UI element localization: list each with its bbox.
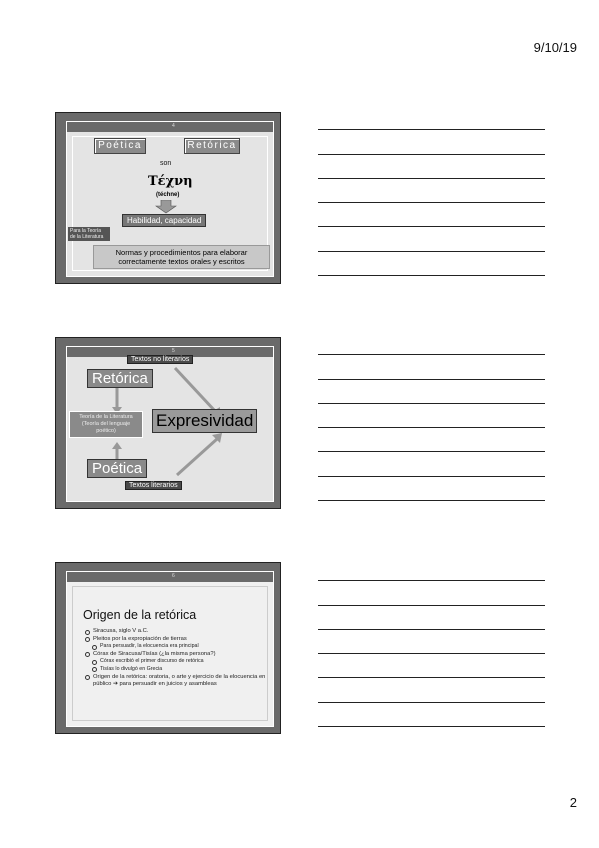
side-note-line-1: Para la Teoría: [70, 228, 102, 234]
note-line: [318, 252, 545, 276]
list-item-text: Siracusa, siglo V a.C.: [93, 628, 149, 634]
note-line: [318, 630, 545, 654]
bullet-icon: [85, 652, 90, 657]
note-line: [318, 130, 545, 154]
slide-thumbnail-3: [55, 562, 281, 734]
normas-box: [93, 245, 270, 269]
bullet-icon: [85, 637, 90, 642]
note-line: [318, 331, 545, 355]
slide-3-number: 6: [172, 573, 175, 579]
techne-transliteration: (téchne): [156, 192, 180, 198]
slide-1-content: [66, 121, 274, 277]
note-line: [318, 557, 545, 581]
list-item-text: Córax de Siracusa/Tisías (¿la misma persona?): [93, 650, 216, 657]
side-note: [68, 227, 110, 241]
teoria-line-3: poético): [96, 428, 116, 434]
slide-2-content: [66, 346, 274, 502]
list-item-text: Córax escribió el primer discurso de retórica: [100, 658, 204, 665]
list-item-text: Tisías lo divulgó en Grecia: [100, 665, 163, 672]
teoria-literatura-box: [69, 411, 143, 438]
slide-3-content: [66, 571, 274, 727]
note-line: [318, 106, 545, 130]
note-line: [318, 227, 545, 251]
list-item-text: Pleitos por la expropiación de tierras: [93, 635, 187, 642]
normas-line-1: Normas y procedimientos para elaborar: [115, 248, 248, 257]
list-item: [85, 651, 274, 659]
note-line: [318, 703, 545, 727]
list-item-text: Origen de la retórica: oratoria, o arte y ejercicio de la elocuencia en público ➔ para persuadir en juicios y asambleas: [93, 673, 266, 688]
list-item-text: Para persuadir, la elocuencia era principal: [100, 643, 199, 650]
notes-lines-1: [318, 106, 545, 276]
bullet-icon: [92, 667, 97, 672]
textos-literarios-box: Textos literarios: [125, 481, 182, 490]
note-line: [318, 380, 545, 404]
retorica-box: Retórica: [184, 138, 240, 154]
bullet-icon: [92, 660, 97, 665]
bullet-icon: [85, 630, 90, 635]
notes-lines-2: [318, 331, 545, 501]
list-item: [85, 643, 274, 651]
textos-no-literarios-box: Textos no literarios: [127, 355, 193, 364]
note-line: [318, 606, 545, 630]
side-note-line-2: de la Literatura: [70, 234, 104, 240]
note-line: [318, 203, 545, 227]
note-line: [318, 404, 545, 428]
slide-1-topband: [67, 122, 273, 132]
greek-techne: Τέχνη: [148, 174, 193, 189]
down-arrow-icon: [155, 200, 177, 214]
bullet-icon: [85, 675, 90, 680]
retorica-box: Retórica: [87, 369, 153, 388]
slide-3-topband: [67, 572, 273, 582]
list-item: [85, 674, 274, 689]
slide-3-bullets: [85, 628, 274, 689]
note-line: [318, 581, 545, 605]
note-line: [318, 179, 545, 203]
note-line: [318, 452, 545, 476]
page-date: 9/10/19: [533, 40, 577, 55]
notes-lines-3: [318, 557, 545, 727]
note-line: [318, 477, 545, 501]
son-label: son: [160, 160, 172, 167]
slide-2-number: 5: [172, 348, 175, 354]
teoria-line-1: Teoría de la Literatura: [79, 414, 133, 420]
note-line: [318, 155, 545, 179]
bullet-icon: [92, 645, 97, 650]
list-item: [85, 636, 274, 644]
expresividad-box: Expresividad: [152, 409, 257, 433]
list-item: [85, 658, 274, 666]
note-line: [318, 654, 545, 678]
normas-line-2: correctamente textos orales y escritos: [118, 257, 245, 266]
list-item: [85, 628, 274, 636]
list-item: [85, 666, 274, 674]
note-line: [318, 355, 545, 379]
slide-thumbnail-2: [55, 337, 281, 509]
poetica-box: Poética: [87, 459, 147, 478]
teoria-line-2: (Teoría del lenguaje: [81, 421, 131, 427]
poetica-box: Poética: [94, 138, 146, 154]
slide-1-number: 4: [172, 123, 175, 129]
page-number: 2: [569, 795, 577, 810]
slide-thumbnail-1: [55, 112, 281, 284]
slide-3-title: Origen de la retórica: [83, 608, 197, 622]
habilidad-box: Habilidad, capacidad: [122, 214, 206, 227]
note-line: [318, 678, 545, 702]
note-line: [318, 428, 545, 452]
